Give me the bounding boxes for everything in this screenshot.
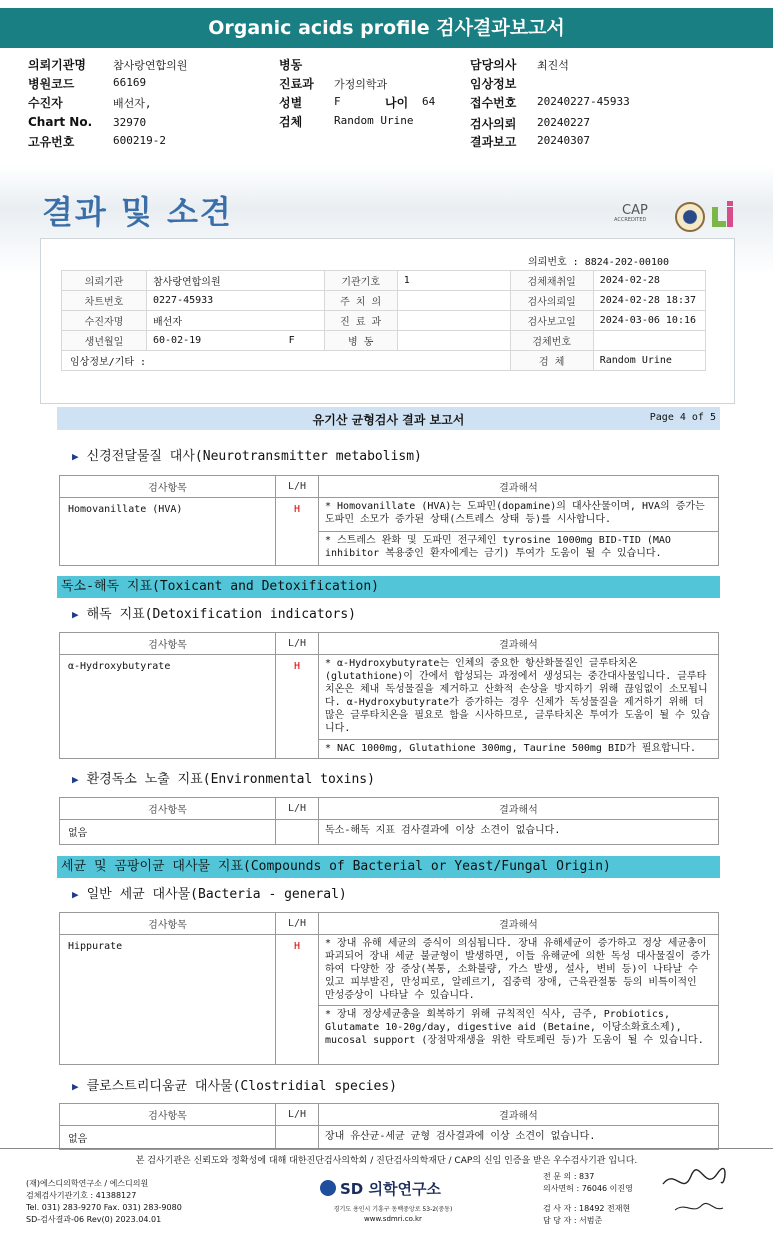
table-row	[60, 1126, 719, 1150]
cell-key: 의뢰기관	[62, 271, 147, 291]
section-heading: 해독 지표(Detoxification indicators)	[86, 607, 357, 622]
recommendation: * 장내 정상세균총을 회복하기 위해 규칙적인 식사, 금주, Probiotics, Glutamate 10-20g/day, digestive aid (Betaine, 이당소화효소제), mucosal support (장점막재생을 위한 락토페린 등)가 도움이 될 수 있습니다.	[319, 1006, 719, 1065]
col-lh: L/H	[276, 476, 319, 498]
header-value: 20240307	[537, 134, 590, 147]
signer-line: 담 당 자 : 서범준	[543, 1216, 603, 1225]
test-item: Hippurate	[60, 935, 276, 1065]
section-heading: 환경독소 노출 지표(Environmental toxins)	[86, 772, 375, 787]
result-table-detox	[59, 632, 719, 759]
section-title: 결과 및 소견	[42, 193, 233, 231]
col-interp: 결과해석	[319, 1104, 719, 1126]
test-item: 없음	[60, 1126, 276, 1150]
header-value: 참사랑연합의원	[113, 59, 188, 72]
triangle-icon: ▶	[72, 450, 79, 463]
flag-empty	[276, 820, 319, 845]
table-header-row	[60, 633, 719, 655]
cell-key: 수진자명	[62, 311, 147, 331]
result-table-env	[59, 797, 719, 845]
request-no-label: 의뢰번호 :	[528, 257, 579, 268]
col-lh: L/H	[276, 633, 319, 655]
header-label: 접수번호	[470, 96, 517, 110]
triangle-icon: ▶	[72, 888, 79, 901]
table-row	[60, 655, 719, 740]
signer-line: 전 문 의 : 837	[543, 1172, 595, 1181]
age-label: 나이	[385, 96, 409, 110]
flag-high: H	[276, 498, 319, 566]
signature-graphic	[655, 1166, 730, 1221]
cell-value: 0227-45933	[147, 291, 325, 311]
cell-key: 기관기호	[324, 271, 397, 291]
cell-value: 2024-03-06 10:16	[593, 311, 705, 331]
table-header-row	[60, 913, 719, 935]
header-value: 최진석	[537, 59, 569, 72]
header-label: 병동	[279, 58, 303, 72]
table-row	[60, 820, 719, 845]
page-number: Page 4 of 5	[649, 412, 716, 423]
result-table-bacteria	[59, 912, 719, 1065]
table-header-row	[60, 476, 719, 498]
interpretation: 장내 유산균-세균 균형 검사결과에 이상 소견이 없습니다.	[319, 1126, 719, 1150]
footer-line: SD-검사결과-06 Rev(0) 2023.04.01	[26, 1215, 162, 1224]
cell-key: 진 료 과	[324, 311, 397, 331]
triangle-icon: ▶	[72, 608, 79, 621]
request-no-value: 8824-202-00100	[584, 257, 670, 268]
header-label: Chart No.	[28, 115, 93, 129]
header-label: 검사의뢰	[470, 117, 517, 131]
cell-value: 2024-02-28	[593, 271, 705, 291]
flag-high: H	[276, 655, 319, 759]
header-value: 66169	[113, 76, 147, 89]
section-bacteria	[72, 883, 347, 902]
cell-key: 검사의뢰일	[510, 291, 593, 311]
cell-key: 검체채취일	[510, 271, 593, 291]
request-no	[528, 253, 669, 268]
cell-value: 1	[397, 271, 510, 291]
recommendation: * 스트레스 완화 및 도파민 전구체인 tyrosine 1000mg BID-TID (MAO inhibitor 복용중인 환자에게는 금기) 투여가 도움이 될 수 있습니다.	[319, 532, 719, 566]
header-value: 20240227-45933	[537, 95, 630, 108]
test-item: 없음	[60, 820, 276, 845]
section-detox	[72, 603, 356, 622]
age-value: 64	[422, 95, 436, 108]
interpretation: * Homovanillate (HVA)는 도파민(dopamine)의 대사산물이며, HVA의 증가는 도파민 소모가 증가된 상태(스트레스 상태 등)를 시사합니다.	[319, 498, 719, 532]
triangle-icon: ▶	[72, 1080, 79, 1093]
section-heading: 클로스트리디움균 대사물(Clostridial species)	[86, 1079, 397, 1094]
seal-logo	[675, 202, 705, 232]
header-value: 20240227	[537, 116, 590, 129]
brand-logo-icon	[710, 201, 735, 228]
flag-empty	[276, 1126, 319, 1150]
col-interp: 결과해석	[319, 476, 719, 498]
patient-row	[62, 311, 706, 331]
footer-line: 검체검사기관기호 : 41388127	[26, 1191, 137, 1200]
header-label: 임상정보	[470, 77, 517, 91]
interpretation: 독소-해독 지표 검사결과에 이상 소견이 없습니다.	[319, 820, 719, 845]
patient-table	[61, 270, 706, 371]
report-title-bar: Organic acids profile 검사결과보고서	[0, 8, 773, 48]
accreditation-note: 본 검사기관은 신뢰도와 정확성에 대해 대한진단검사의학회 / 진단검사의학재단 / CAP의 신임 인증을 받은 우수검사기관 입니다.	[135, 1156, 638, 1166]
col-interp: 결과해석	[319, 633, 719, 655]
col-item: 검사항목	[60, 1104, 276, 1126]
cell-key: 병 동	[324, 331, 397, 351]
header-value: Random Urine	[334, 114, 414, 127]
col-item: 검사항목	[60, 798, 276, 820]
col-item: 검사항목	[60, 633, 276, 655]
table-row	[60, 498, 719, 532]
interpretation: * α-Hydroxybutyrate는 인체의 중요한 항산화물질인 글루타치온(glutathione)이 간에서 합성되는 과정에서 생성되는 중간대사물입니다. 글루타치온은 체내 독성물질을 제거하고 산화적 손상을 방지하기 위해 끊임없이 소모됩니다. α-Hydroxybutyrate가 증가하는 경우 신체가 독성물질을 제거하기 위해 더 많은 글루타치온을 필요로 함을 시사하므로, 글루타치온 투여가 도움이 될 수 있습니다.	[319, 655, 719, 740]
header-label: 결과보고	[470, 135, 517, 149]
section-band-bacterial: 세균 및 곰팡이균 대사물 지표(Compounds of Bacterial or Yeast/Fungal Origin)	[57, 856, 720, 878]
footer-brand	[318, 1178, 463, 1234]
result-table-neuro	[59, 475, 719, 566]
header-value: 가정의학과	[334, 78, 388, 91]
col-interp: 결과해석	[319, 798, 719, 820]
header-label: 병원코드	[28, 77, 75, 91]
section-heading: 일반 세균 대사물(Bacteria - general)	[86, 887, 347, 902]
signer-line: 의사면허 : 76046 이진영	[543, 1184, 633, 1193]
footer-line: (재)에스디의학연구소 / 에스디의원	[26, 1179, 149, 1188]
cell-key: 주 치 의	[324, 291, 397, 311]
brand-address: 경기도 용인시 기흥구 동백중앙로 53-2(중동)	[333, 1206, 453, 1213]
result-table-clostridial	[59, 1103, 719, 1150]
col-item: 검사항목	[60, 476, 276, 498]
header-label: 의뢰기관명	[28, 58, 86, 72]
cell-value: F	[283, 331, 325, 351]
cell-value: Random Urine	[593, 351, 705, 371]
table-header-row	[60, 1104, 719, 1126]
signer-line: 검 사 자 : 18492 전재현	[543, 1204, 631, 1213]
patient-row	[62, 291, 706, 311]
brand-web: www.sdmri.co.kr	[364, 1215, 422, 1223]
section-band-toxicant: 독소-해독 지표(Toxicant and Detoxification)	[57, 576, 720, 598]
footer-signers	[543, 1171, 633, 1227]
header-label: 진료과	[279, 77, 314, 91]
cell-value: 배선자	[147, 311, 325, 331]
header-label: 수진자	[28, 96, 63, 110]
cell-value	[397, 291, 510, 311]
cell-value	[593, 331, 705, 351]
section-clostridial	[72, 1075, 397, 1094]
cell-key: 검사보고일	[510, 311, 593, 331]
cell-value: 2024-02-28 18:37	[593, 291, 705, 311]
cell-value: 참사랑연합의원	[147, 271, 325, 291]
patient-row	[62, 351, 706, 371]
header-label: 검체	[279, 115, 303, 129]
header-label: 담당의사	[470, 58, 517, 72]
col-lh: L/H	[276, 798, 319, 820]
footer-line: Tel. 031) 283-9270 Fax. 031) 283-9080	[26, 1203, 182, 1212]
triangle-icon: ▶	[72, 773, 79, 786]
cell-key: 차트번호	[62, 291, 147, 311]
cap-logo-sub: ACCREDITED	[614, 217, 647, 223]
footer-org	[26, 1178, 182, 1226]
section-heading: 신경전달물질 대사(Neurotransmitter metabolism)	[86, 449, 422, 464]
col-lh: L/H	[276, 913, 319, 935]
cell-value: 60-02-19	[147, 331, 283, 351]
patient-row	[62, 331, 706, 351]
col-lh: L/H	[276, 1104, 319, 1126]
cap-logo-text: CAP	[622, 203, 648, 218]
signature-stroke	[663, 1168, 725, 1184]
test-item: α-Hydroxybutyrate	[60, 655, 276, 759]
table-header-row	[60, 798, 719, 820]
col-interp: 결과해석	[319, 913, 719, 935]
report-header	[57, 407, 720, 430]
section-neuro	[72, 445, 422, 464]
section-env	[72, 768, 375, 787]
header-value: 32970	[113, 116, 147, 129]
flag-high: H	[276, 935, 319, 1065]
signature-stroke	[675, 1203, 723, 1210]
brand-logo-circle-icon	[320, 1180, 336, 1196]
table-row	[60, 935, 719, 1006]
test-item: Homovanillate (HVA)	[60, 498, 276, 566]
patient-row	[62, 271, 706, 291]
cell-key: 검 체	[510, 351, 593, 371]
col-item: 검사항목	[60, 913, 276, 935]
cell-key: 생년월일	[62, 331, 147, 351]
footer-divider	[0, 1148, 773, 1149]
cell-value	[397, 331, 510, 351]
report-title: 유기산 균형검사 결과 보고서	[312, 413, 465, 427]
header-value: 600219-2	[113, 134, 166, 147]
interpretation: * 장내 유해 세균의 증식이 의심됩니다. 장내 유해세균이 증가하고 정상 세균총이 파괴되어 장내 세균 불균형이 발생하면, 이들 유해균에 의한 독성 대사물질이 증가하여 다양한 장 증상(복통, 소화불량, 가스 발생, 설사, 변비 등)이 나타날 수 있고 피부발진, 만성피로, 알레르기, 집중력 장애, 근육관절통 등의 비특이적인 만성증상이 나타날 수 있습니다.	[319, 935, 719, 1006]
header-value: 배선자,	[113, 97, 152, 110]
cell-value	[397, 311, 510, 331]
cell-key: 검체번호	[510, 331, 593, 351]
header-label: 성별	[279, 96, 303, 110]
cell-key: 임상정보/기타 :	[62, 351, 511, 371]
recommendation: * NAC 1000mg, Glutathione 300mg, Taurine 500mg BID가 필요합니다.	[319, 740, 719, 759]
header-value: F	[334, 95, 341, 108]
cap-logo	[610, 203, 668, 225]
header-label: 고유번호	[28, 135, 75, 149]
brand-name: SD 의학연구소	[340, 1180, 441, 1198]
header-info	[0, 0, 773, 160]
